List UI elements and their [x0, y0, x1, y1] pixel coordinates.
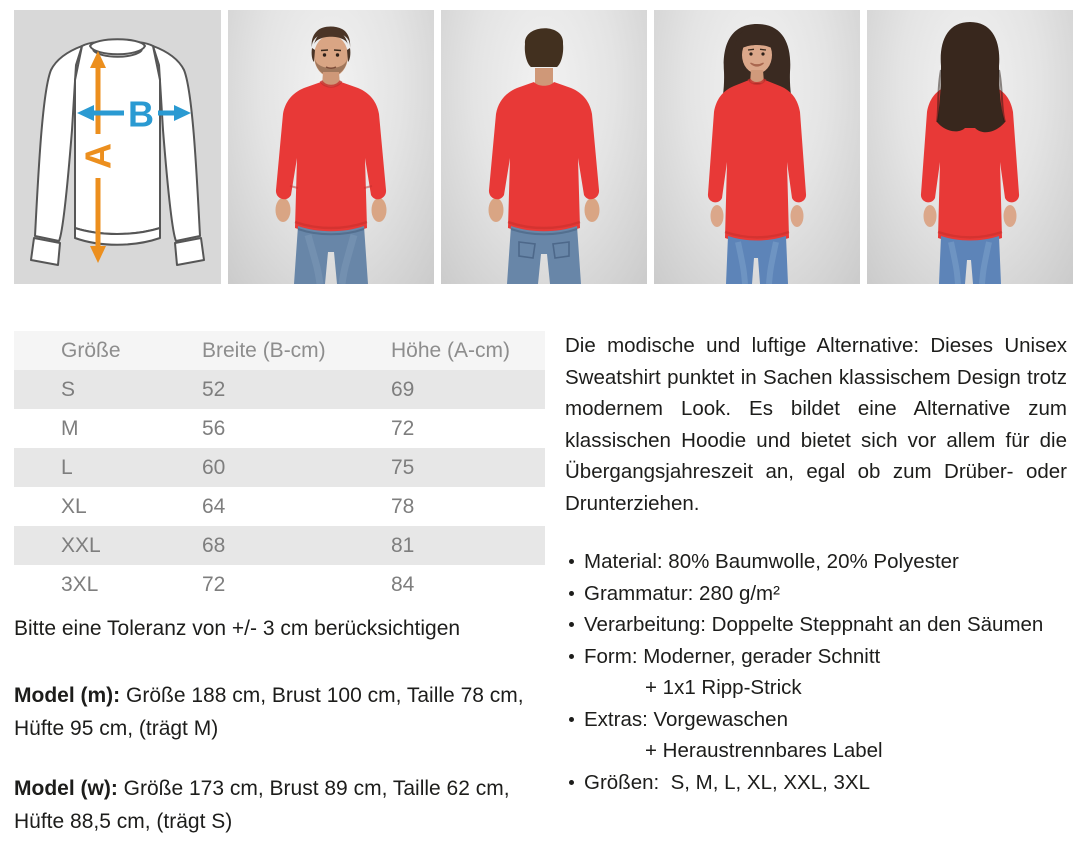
neck: [535, 68, 553, 86]
spec-list-item: [565, 735, 1067, 767]
cell-hoehe: 81: [391, 533, 415, 557]
size-table-row: [14, 370, 545, 409]
spec-text: Größen: S, M, L, XL, XXL, 3XL: [584, 770, 870, 794]
cell-breite: 72: [202, 572, 226, 596]
bullet-icon: [565, 704, 584, 736]
spec-list-item: [565, 609, 1067, 641]
spec-text: Material: 80% Baumwolle, 20% Polyester: [584, 550, 959, 573]
label-b: B: [128, 93, 154, 135]
photo-male-back[interactable]: [441, 10, 647, 284]
bullet-icon: [565, 578, 584, 610]
female-front-figure: [654, 10, 860, 284]
hair: [937, 22, 1005, 132]
size-table-row: [14, 409, 545, 448]
spec-text: Extras: Vorgewaschen: [584, 707, 788, 731]
cell-hoehe: 78: [391, 494, 415, 518]
cell-groesse: XL: [61, 494, 87, 518]
size-diagram-image[interactable]: [14, 10, 221, 284]
photo-female-back[interactable]: [867, 10, 1073, 284]
size-table-row: [14, 565, 545, 604]
size-table-row: [14, 526, 545, 565]
label-a: A: [77, 143, 119, 169]
cell-groesse: XXL: [61, 533, 101, 557]
product-image-gallery: [14, 10, 1073, 284]
bullet-icon: [565, 767, 584, 799]
cell-groesse: L: [61, 455, 73, 479]
size-table: [14, 331, 545, 604]
spec-list-item: [565, 672, 1067, 704]
bullet-icon: [565, 609, 584, 641]
cell-hoehe: 84: [391, 572, 415, 596]
bullet-icon: [565, 546, 584, 578]
cuff-left: [31, 238, 60, 265]
tolerance-note: Bitte eine Toleranz von +/- 3 cm berücksichtigen: [14, 617, 461, 640]
size-table-row: [14, 448, 545, 487]
cell-breite: 64: [202, 494, 226, 518]
cell-groesse: M: [61, 416, 79, 440]
spec-list-item: [565, 704, 1067, 736]
description-column: [565, 330, 1067, 798]
cell-breite: 52: [202, 377, 226, 401]
size-table-body: [14, 370, 545, 604]
spec-list-item: [565, 546, 1067, 578]
cell-breite: 68: [202, 533, 226, 557]
col-header-breite: Breite (B-cm): [155, 331, 344, 370]
spec-list-item: [565, 641, 1067, 673]
photo-male-front[interactable]: [228, 10, 434, 284]
bullet-icon: [565, 641, 584, 673]
size-diagram-sweatshirt: [14, 10, 221, 284]
cell-hoehe: 72: [391, 416, 415, 440]
cell-breite: 56: [202, 416, 226, 440]
model-m-label: Model (m):: [14, 684, 121, 707]
sweatshirt: [276, 82, 386, 234]
hair: [525, 28, 563, 67]
cell-groesse: S: [61, 377, 76, 401]
model-m-text: Größe 188 cm, Brust 100 cm, Taille 78 cm, Hüfte 95 cm, (trägt M): [14, 684, 524, 740]
cell-breite: 60: [202, 455, 226, 479]
cell-hoehe: 75: [391, 455, 415, 479]
col-header-groesse: Größe: [14, 331, 155, 370]
spec-text: Grammatur: 280 g/m²: [584, 581, 780, 605]
model-w-note: [14, 773, 545, 838]
female-back-figure: [867, 10, 1073, 284]
size-table-row: [14, 487, 545, 526]
cell-hoehe: 69: [391, 377, 415, 401]
sweatshirt: [489, 82, 599, 234]
cell-groesse: 3XL: [61, 572, 99, 596]
male-back-figure: [441, 10, 647, 284]
spec-text: Form: Moderner, gerader Schnitt: [584, 644, 881, 668]
spec-list-item: [565, 578, 1067, 610]
size-info-column: [14, 331, 545, 838]
model-w-text: Größe 173 cm, Brust 89 cm, Taille 62 cm, Hüfte 88,5 cm, (trägt S): [14, 777, 510, 833]
col-header-hoehe: Höhe (A-cm): [344, 331, 545, 370]
cuff-right: [175, 238, 204, 265]
spec-text: + 1x1 Ripp-Strick: [645, 676, 802, 699]
spec-list-item: [565, 767, 1067, 799]
photo-female-front[interactable]: [654, 10, 860, 284]
model-m-note: [14, 680, 545, 745]
spec-list: [565, 546, 1067, 798]
body: [75, 41, 160, 234]
size-table-header-row: [14, 331, 545, 370]
product-description: Die modische und luftige Alternative: Dieses Unisex Sweatshirt punktet in Sachen klassischem Design trotz modernem Look. Es bildet eine Alternative zum klassischen Hoodie und bietet sich vor allem für die Übergangsjahreszeit an, egal ob zum Drüber- oder Drunterziehen.: [565, 334, 1067, 515]
spec-text: + Heraustrennbares Label: [645, 739, 883, 762]
male-front-figure: [228, 10, 434, 284]
model-w-label: Model (w):: [14, 777, 118, 800]
spec-text: Verarbeitung: Doppelte Steppnaht an den Säumen: [584, 613, 1044, 636]
